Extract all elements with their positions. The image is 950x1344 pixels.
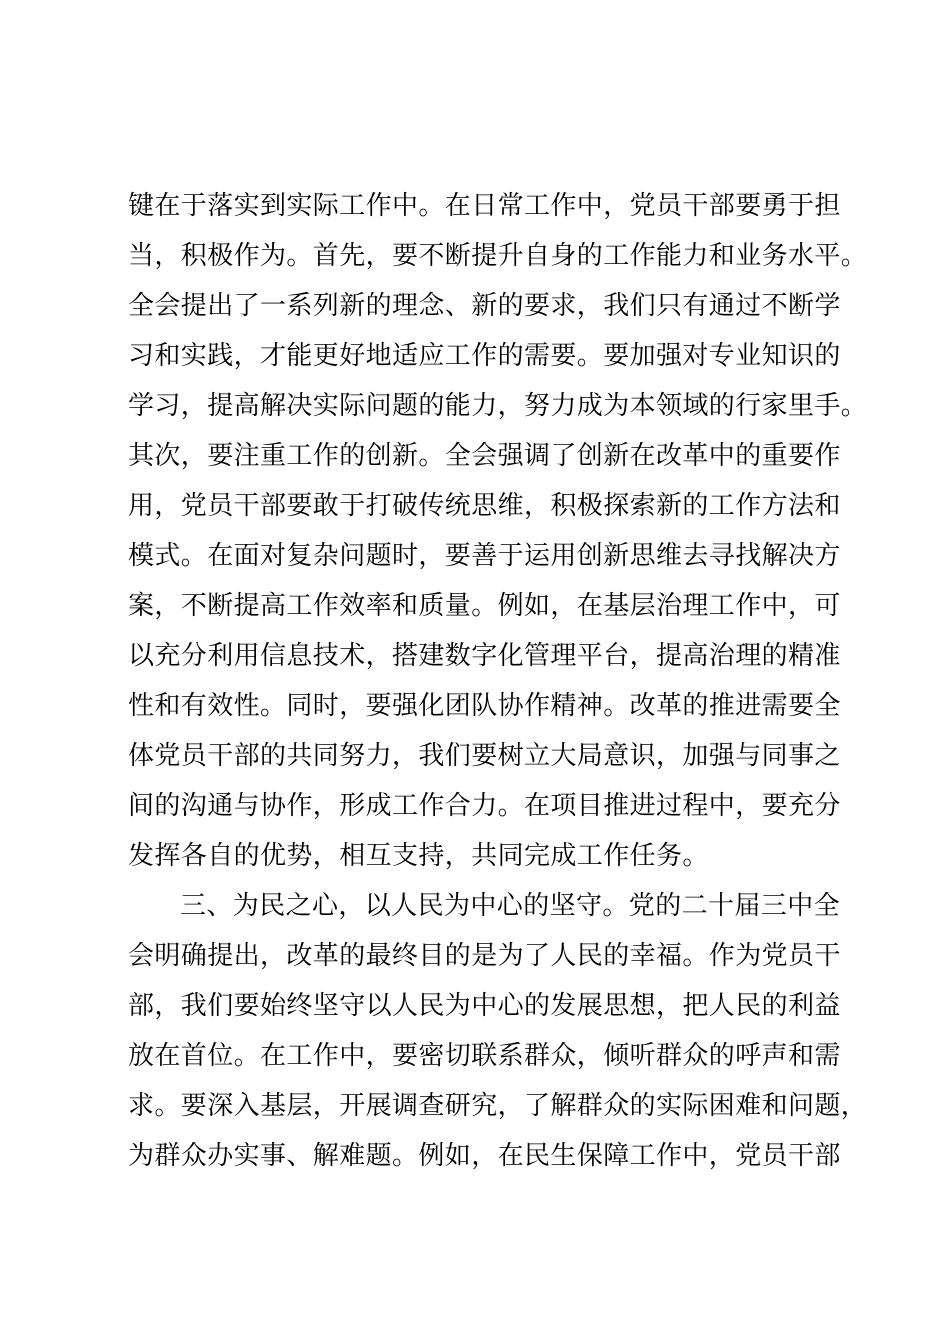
text-line: 全会提出了一系列新的理念、新的要求，我们只有通过不断学 xyxy=(128,291,841,321)
text-line: 放在首位。在工作中，要密切联系群众，倾听群众的呼声和需 xyxy=(128,1041,841,1071)
text-line: 以充分利用信息技术，搭建数字化管理平台，提高治理的精准 xyxy=(128,641,841,671)
text-line: 体党员干部的共同努力，我们要树立大局意识，加强与同事之 xyxy=(128,741,841,771)
section-heading-line: 三、为民之心，以人民为中心的坚守。党的二十届三中全 xyxy=(180,891,841,921)
text-line: 性和有效性。同时，要强化团队协作精神。改革的推进需要全 xyxy=(128,691,841,721)
text-line: 键在于落实到实际工作中。在日常工作中，党员干部要勇于担 xyxy=(128,191,841,221)
text-line: 学习，提高解决实际问题的能力，努力成为本领域的行家里手。 xyxy=(128,391,868,421)
text-line: 模式。在面对复杂问题时，要善于运用创新思维去寻找解决方 xyxy=(128,541,841,571)
text-line: 案，不断提高工作效率和质量。例如，在基层治理工作中，可 xyxy=(128,591,841,621)
text-line: 用，党员干部要敢于打破传统思维，积极探索新的工作方法和 xyxy=(128,491,841,521)
text-line: 当，积极作为。首先，要不断提升自身的工作能力和业务水平。 xyxy=(128,241,868,271)
text-line: 其次，要注重工作的创新。全会强调了创新在改革中的重要作 xyxy=(128,441,841,471)
text-line: 求。要深入基层，开展调查研究，了解群众的实际困难和问题， xyxy=(128,1091,868,1121)
text-line: 部，我们要始终坚守以人民为中心的发展思想，把人民的利益 xyxy=(128,991,841,1021)
text-line: 习和实践，才能更好地适应工作的需要。要加强对专业知识的 xyxy=(128,341,841,371)
text-line: 发挥各自的优势，相互支持，共同完成工作任务。 xyxy=(128,841,709,871)
text-line: 间的沟通与协作，形成工作合力。在项目推进过程中，要充分 xyxy=(128,791,841,821)
text-line: 会明确提出，改革的最终目的是为了人民的幸福。作为党员干 xyxy=(128,941,841,971)
text-line: 为群众办实事、解难题。例如，在民生保障工作中，党员干部 xyxy=(128,1141,841,1171)
